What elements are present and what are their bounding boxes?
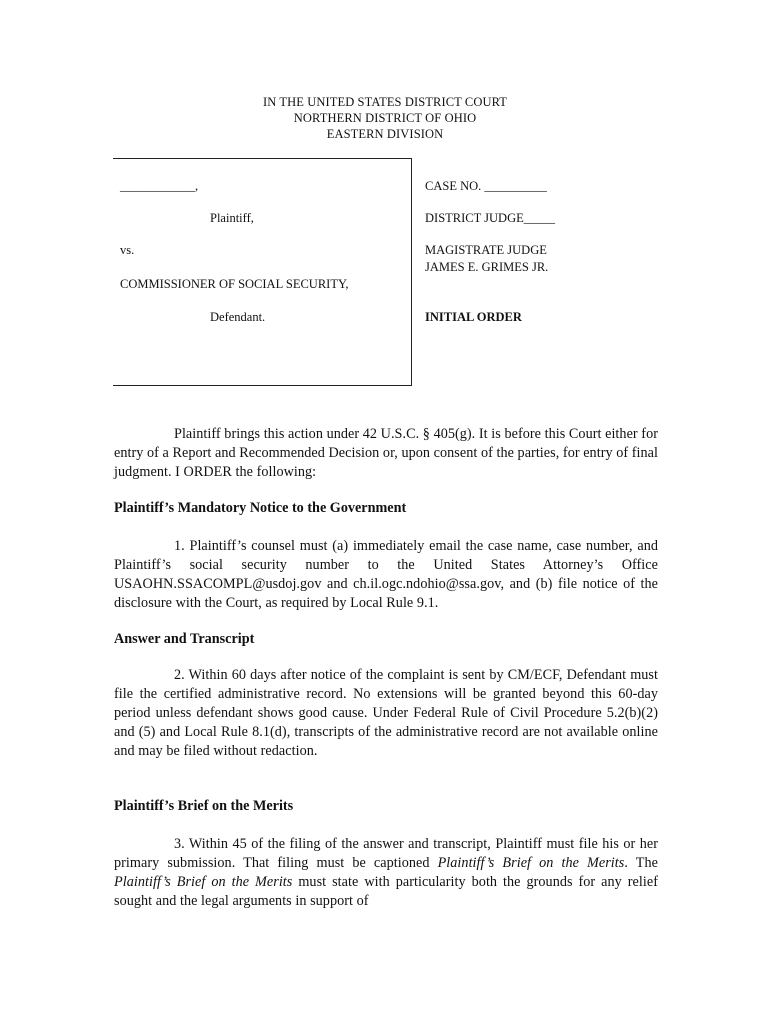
court-header: [0, 94, 770, 142]
intro-paragraph: Plaintiff brings this action under 42 U.S.C. § 405(g). It is before this Court either for entry of a Report and Recommended Decision or, upon consent of the parties, for entry of final judgment. I ORDER the following:: [114, 426, 658, 480]
paragraph-3-text-b: . The: [624, 855, 658, 871]
plaintiff-name-blank: ____________,: [120, 179, 199, 193]
paragraph-2: 2. Within 60 days after notice of the complaint is sent by CM/ECF, Defendant must file the certified administrative record. No extensions will be granted beyond this 60-day period unless defendant shows good cause. Under Federal Rule of Civil Procedure 5.2(b)(2) and (5) and Local Rule 8.1(d), transcripts of the administrative record are not available online and may be filed without redaction.: [114, 667, 658, 759]
plaintiff-label: Plaintiff,: [210, 211, 254, 225]
magistrate-judge-title: MAGISTRATE JUDGE: [425, 243, 547, 257]
paragraph-1: 1. Plaintiff’s counsel must (a) immediately email the case name, case number, and Plaintiff’s social security number to the United States Attorney’s Office USAOHN.SSACOMPL@usdoj.gov and ch.il.ogc.ndohio@ssa.gov, and (b) file notice of the disclosure with the Court, as required by Local Rule 9.1.: [114, 538, 658, 611]
case-number: CASE NO. __________: [425, 179, 547, 193]
section-heading-notice: Plaintiff’s Mandatory Notice to the Government: [114, 500, 407, 516]
court-division: EASTERN DIVISION: [326, 127, 444, 141]
district-judge: DISTRICT JUDGE_____: [425, 211, 555, 225]
paragraph-3-text-a: 3. Within 45 of the filing of the answer and transcript, Plaintiff must file his or her primary submission. That filing must be captioned: [114, 836, 658, 871]
versus-label: vs.: [120, 243, 135, 257]
order-title: INITIAL ORDER: [425, 310, 522, 324]
paragraph-3-text-c: must state with particularity both the grounds for any relief sought and the legal arguments in support of: [114, 874, 659, 909]
brief-title-italic-1: Plaintiff’s Brief on the Merits: [437, 855, 625, 871]
brief-title-italic-2: Plaintiff’s Brief on the Merits: [114, 874, 293, 890]
defendant-label: Defendant.: [210, 310, 266, 324]
magistrate-judge-name: JAMES E. GRIMES JR.: [425, 260, 549, 274]
defendant-name: COMMISSIONER OF SOCIAL SECURITY,: [120, 277, 349, 291]
paragraph-3: [114, 835, 658, 911]
section-heading-answer: Answer and Transcript: [114, 631, 255, 647]
court-name: IN THE UNITED STATES DISTRICT COURT: [263, 95, 507, 109]
court-district: NORTHERN DISTRICT OF OHIO: [293, 111, 477, 125]
section-heading-brief: Plaintiff’s Brief on the Merits: [114, 798, 294, 814]
